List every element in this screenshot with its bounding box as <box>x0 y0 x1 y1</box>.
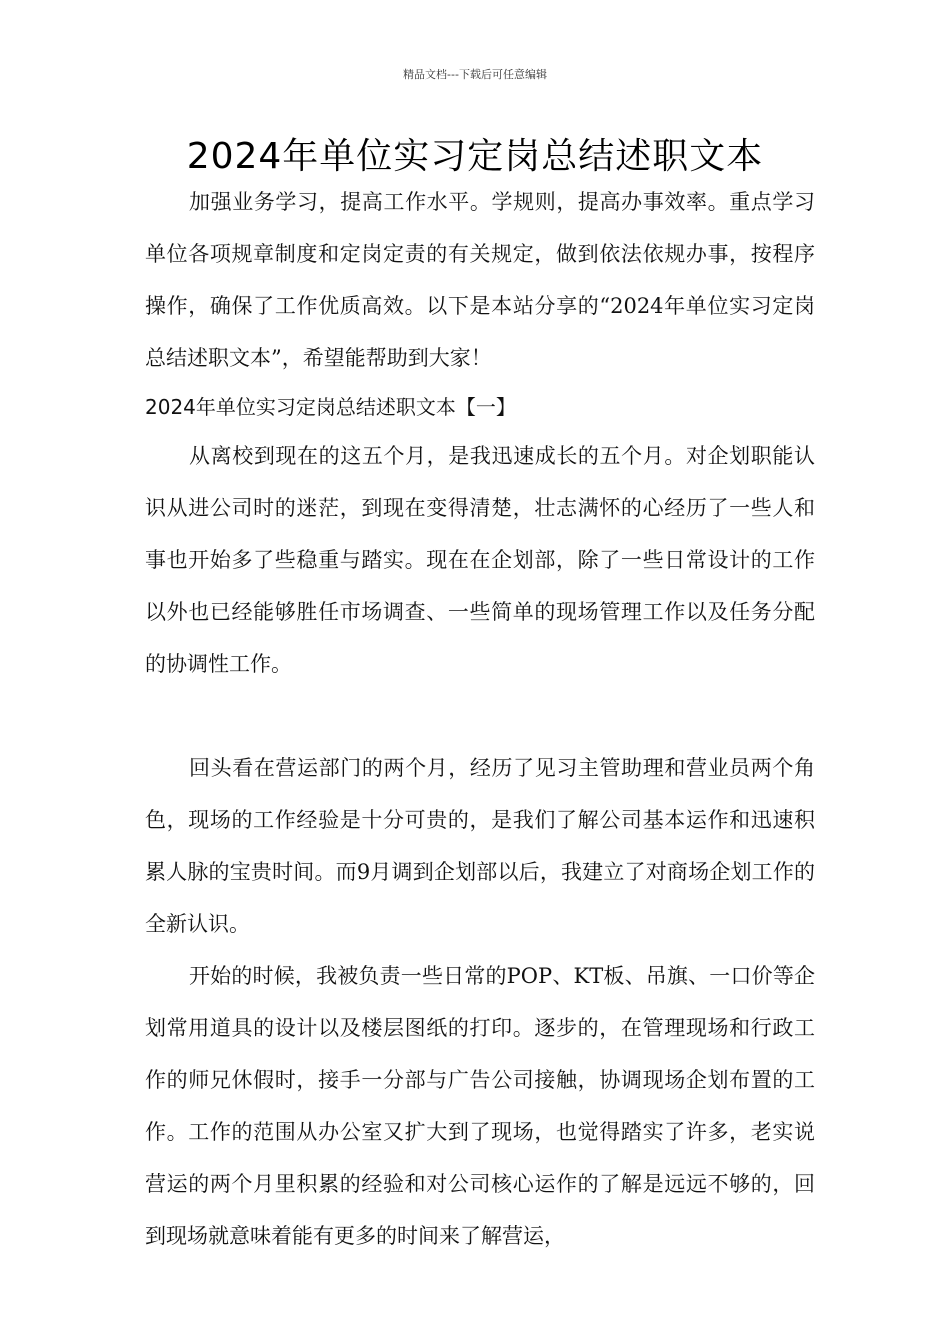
document-body <box>145 176 815 1262</box>
paragraph-spacer <box>145 690 815 742</box>
header-note: 精品文档---下载后可任意编辑 <box>403 68 547 81</box>
document-title: 2024年单位实习定岗总结述职文本 <box>186 136 764 177</box>
body-paragraph-3: 开始的时候，我被负责一些日常的POP、KT板、吊旗、一口价等企划常用道具的设计以及楼层图纸的打印。逐步的，在管理现场和行政工作的师兄休假时，接手一分部与广告公司接触，协调现场企划布置的工作。工作的范围从办公室又扩大到了现场，也觉得踏实了许多，老实说营运的两个月里积累的经验和对公司核心运作的了解是远远不够的，回到现场就意味着能有更多的时间来了解营运， <box>145 964 815 1248</box>
body-paragraph-2: 回头看在营运部门的两个月，经历了见习主管助理和营业员两个角色，现场的工作经验是十分可贵的，是我们了解公司基本运作和迅速积累人脉的宝贵时间。而9月调到企划部以后，我建立了对商场企划工作的全新认识。 <box>145 756 815 936</box>
body-paragraph-1: 从离校到现在的这五个月，是我迅速成长的五个月。对企划职能认识从进公司时的迷茫，到现在变得清楚，壮志满怀的心经历了一些人和事也开始多了些稳重与踏实。现在在企划部，除了一些日常设计的工作以外也已经能够胜任市场调查、一些简单的现场管理工作以及任务分配的协调性工作。 <box>145 444 815 676</box>
section-heading: 2024年单位实习定岗总结述职文本【一】 <box>145 395 516 419</box>
intro-paragraph: 加强业务学习，提高工作水平。学规则，提高办事效率。重点学习单位各项规章制度和定岗定责的有关规定，做到依法依规办事，按程序操作，确保了工作优质高效。以下是本站分享的“2024年单位实习定岗总结述职文本”，希望能帮助到大家！ <box>145 190 815 370</box>
